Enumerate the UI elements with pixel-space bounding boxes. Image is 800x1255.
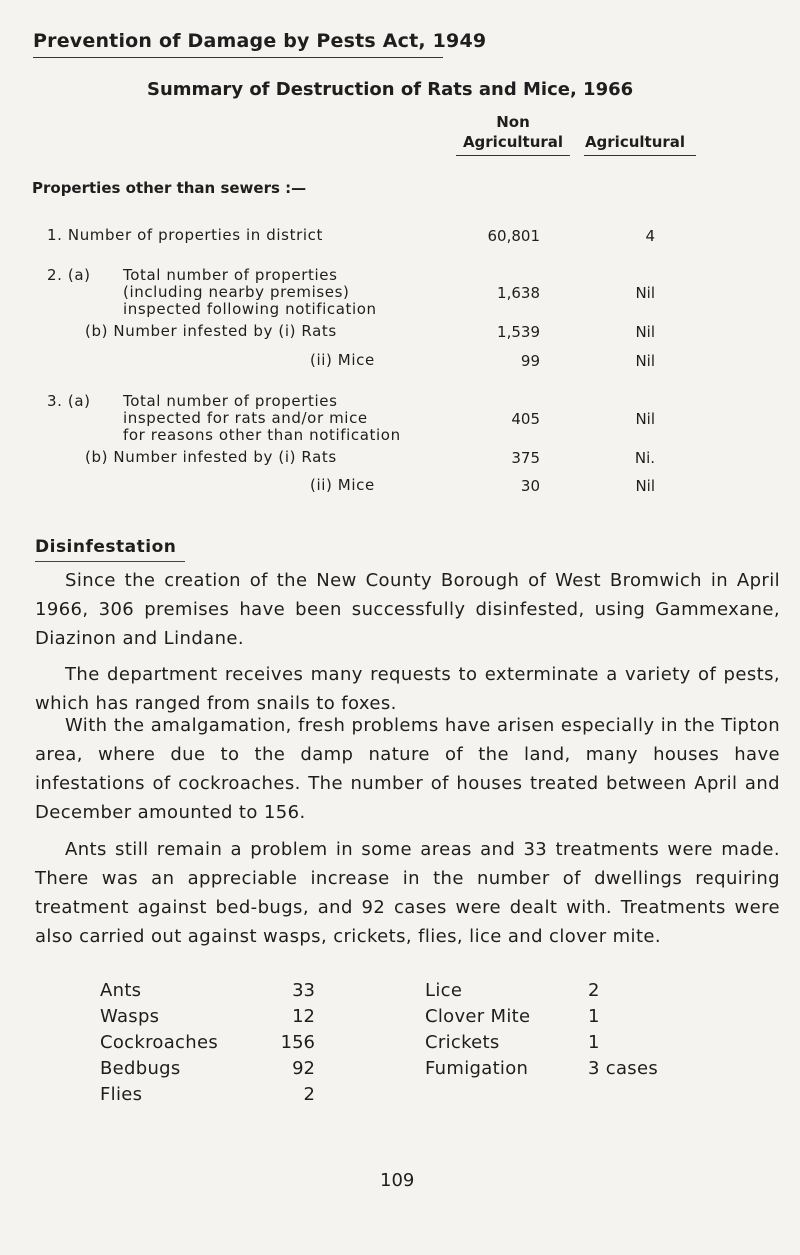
row-2b-mice-label: (ii) Mice: [310, 351, 375, 369]
column-header-non-agricultural-line1: Non: [496, 113, 530, 131]
pest-count: 33: [292, 980, 315, 1001]
column-rule-agricultural: [584, 155, 696, 156]
pest-name: Clover Mite: [425, 1006, 531, 1027]
pest-name: Lice: [425, 980, 463, 1001]
pest-name: Bedbugs: [100, 1058, 181, 1079]
paragraph-1: Since the creation of the New County Borough of West Bromwich in April 1966, 306 premises have been successfully disinfested, using Gammexane, Diazinon and Lindane.: [35, 570, 780, 649]
pest-count: 1: [588, 1032, 600, 1053]
column-rule-non-agricultural: [456, 155, 570, 156]
column-header-non-agricultural: [453, 112, 573, 152]
paragraph-3: With the amalgamation, fresh problems have arisen especially in the Tipton area, where due to the damp nature of the land, many houses have infestations of cockroaches. The number of houses treated between April and December amounted to 156.: [35, 715, 780, 823]
disinfestation-heading: Disinfestation: [35, 537, 177, 557]
column-header-agricultural: Agricultural: [584, 133, 686, 151]
row-3b-mice-label: (ii) Mice: [310, 476, 375, 494]
row-3a-prefix: 3. (a): [47, 392, 91, 410]
section-label: Properties other than sewers :—: [32, 179, 307, 197]
pest-name: Fumigation: [425, 1058, 529, 1079]
row-3b-mice-non-agricultural: 30: [520, 477, 540, 495]
pest-count: 12: [292, 1006, 315, 1027]
row-3a-non-agricultural: 405: [511, 410, 540, 428]
row-2a-label: [123, 267, 377, 318]
pest-name: Wasps: [100, 1006, 160, 1027]
pest-count: 92: [292, 1058, 315, 1079]
summary-title: Summary of Destruction of Rats and Mice, 1966: [147, 79, 634, 100]
row-3a-line2: inspected for rats and/or mice: [123, 409, 368, 427]
row-3a-line3: for reasons other than notification: [123, 426, 401, 444]
row-3b-rats-agricultural: Ni.: [634, 449, 655, 467]
title-underline: [33, 57, 443, 58]
row-2a-prefix: 2. (a): [47, 266, 91, 284]
pest-name: Crickets: [425, 1032, 500, 1053]
page-title: Prevention of Damage by Pests Act, 1949: [33, 30, 487, 52]
row-1-agricultural: 4: [645, 227, 655, 245]
row-3a-label: [123, 393, 401, 444]
pest-name: Cockroaches: [100, 1032, 219, 1053]
row-2a-line3: inspected following notification: [123, 300, 377, 318]
row-3a-line1: Total number of properties: [123, 392, 338, 410]
column-header-non-agricultural-line2: Agricultural: [462, 133, 564, 151]
pest-count: 3 cases: [588, 1058, 659, 1079]
pest-name: Ants: [100, 980, 142, 1001]
row-2a-line1: Total number of properties: [123, 266, 338, 284]
pest-count: 156: [280, 1032, 315, 1053]
pest-count: 2: [588, 980, 600, 1001]
row-2a-agricultural: Nil: [635, 284, 655, 302]
pest-count: 2: [303, 1084, 315, 1105]
pest-count: 1: [588, 1006, 600, 1027]
row-2a-non-agricultural: 1,638: [497, 284, 540, 302]
row-3b-rats-non-agricultural: 375: [511, 449, 540, 467]
page-number: 109: [380, 1170, 415, 1191]
row-1-label: 1. Number of properties in district: [47, 226, 323, 244]
row-2b-rats-non-agricultural: 1,539: [497, 323, 540, 341]
pest-name: Flies: [100, 1084, 143, 1105]
paragraph-2: The department receives many requests to exterminate a variety of pests, which has ranged from snails to foxes.: [35, 664, 780, 714]
row-3b-label: (b) Number infested by (i) Rats: [85, 448, 337, 466]
paragraph-4: Ants still remain a problem in some areas and 33 treatments were made. There was an appreciable increase in the number of dwellings requiring treatment against bed-bugs, and 92 cases were dealt with. Treatments were also carried out against wasps, crickets, flies, lice and clover mite.: [35, 839, 780, 947]
row-1-non-agricultural: 60,801: [487, 227, 540, 245]
row-3b-mice-agricultural: Nil: [635, 477, 655, 495]
row-2b-mice-agricultural: Nil: [635, 352, 655, 370]
row-2b-label: (b) Number infested by (i) Rats: [85, 322, 337, 340]
row-3a-agricultural: Nil: [635, 410, 655, 428]
disinfestation-underline: [35, 561, 185, 562]
row-2b-mice-non-agricultural: 99: [520, 352, 540, 370]
row-2b-rats-agricultural: Nil: [635, 323, 655, 341]
row-2a-line2: (including nearby premises): [123, 283, 350, 301]
